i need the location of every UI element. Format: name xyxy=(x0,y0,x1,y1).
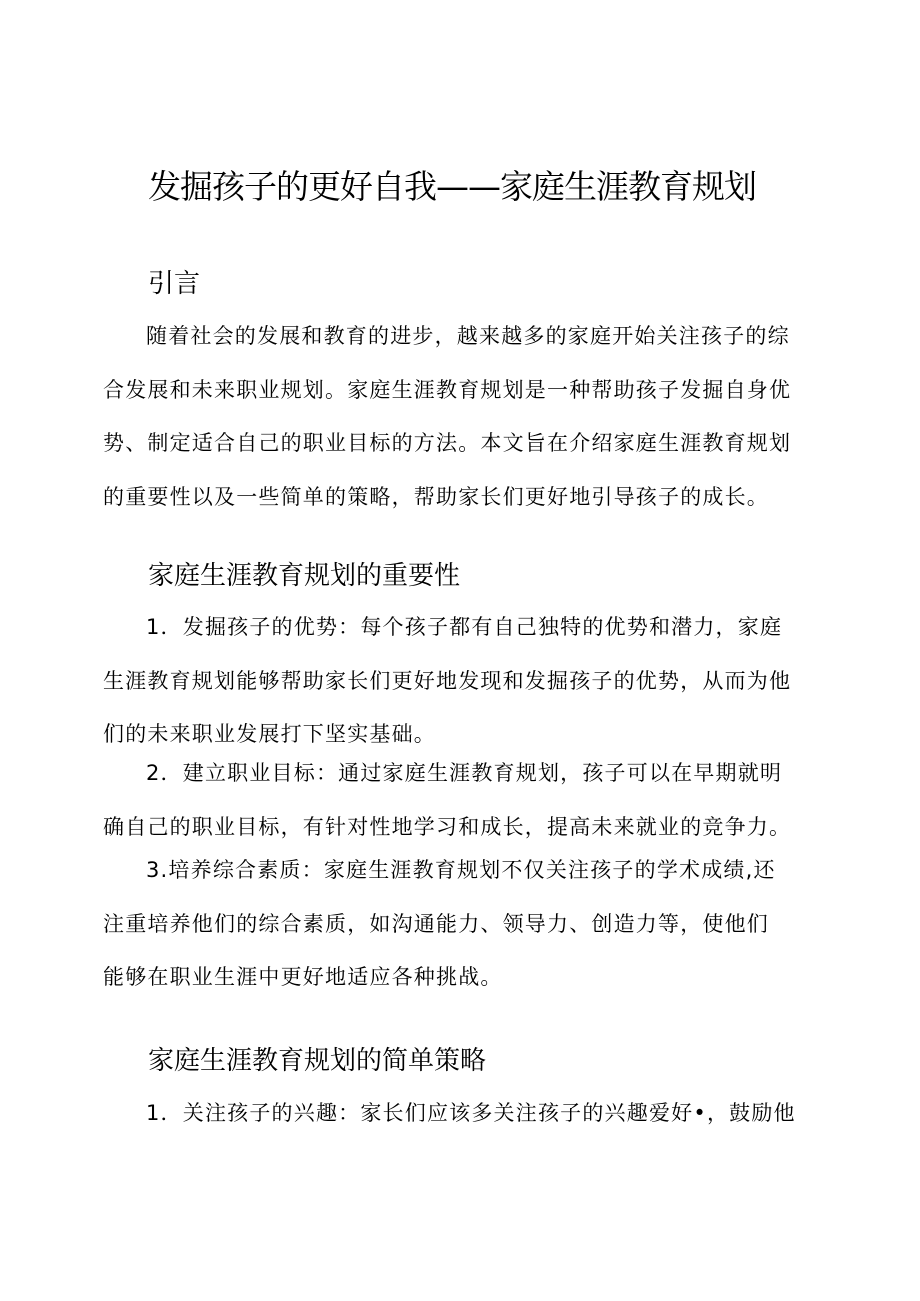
paragraph-line: 们的未来职业发展打下坚实基础。 xyxy=(103,722,436,746)
paragraph-line: 的重要性以及一些简单的策略，帮助家长们更好地引导孩子的成长。 xyxy=(103,484,769,509)
paragraph-line: 合发展和未来职业规划。家庭生涯教育规划是一种帮助孩子发掘自身优 xyxy=(103,377,792,402)
paragraph-line: 2．建立职业目标：通过家庭生涯教育规划，孩子可以在早期就明 xyxy=(146,761,783,785)
paragraph-line: 1．关注孩子的兴趣：家长们应该多关注孩子的兴趣爱好•，鼓励他 xyxy=(146,1101,796,1125)
section-heading-intro: 引言 xyxy=(148,269,201,299)
paragraph-line: 1．发掘孩子的优势：每个孩子都有自己独特的优势和潜力，家庭 xyxy=(146,615,783,639)
importance-item-2 xyxy=(103,747,823,854)
importance-item-3 xyxy=(103,844,823,1005)
paragraph-line: 3.培养综合素质：家庭生涯教育规划不仅关注孩子的学术成绩,还 xyxy=(146,858,776,882)
paragraph-line: 确自己的职业目标，有针对性地学习和成长，提高未来就业的竞争力。 xyxy=(103,814,792,839)
importance-item-1 xyxy=(103,601,823,762)
paragraph-line: 生涯教育规划能够帮助家长们更好地发现和发掘孩子的优势，从而为他 xyxy=(103,668,792,693)
section-heading-importance: 家庭生涯教育规划的重要性 xyxy=(148,561,461,591)
intro-paragraph xyxy=(103,310,823,524)
strategy-item-1 xyxy=(103,1087,823,1141)
section-heading-strategies: 家庭生涯教育规划的简单策略 xyxy=(148,1046,487,1076)
paragraph-line: 注重培养他们的综合素质，如沟通能力、领导力、创造力等，使他们 xyxy=(103,911,769,936)
paragraph-line: 势、制定适合自己的职业目标的方法。本文旨在介绍家庭生涯教育规划 xyxy=(103,431,792,455)
paragraph-line: 能够在职业生涯中更好地适应各种挑战。 xyxy=(103,965,503,989)
paragraph-line: 随着社会的发展和教育的进步，越来越多的家庭开始关注孩子的综 xyxy=(146,324,790,348)
document-title: 发掘孩子的更好自我——家庭生涯教育规划 xyxy=(148,167,756,206)
